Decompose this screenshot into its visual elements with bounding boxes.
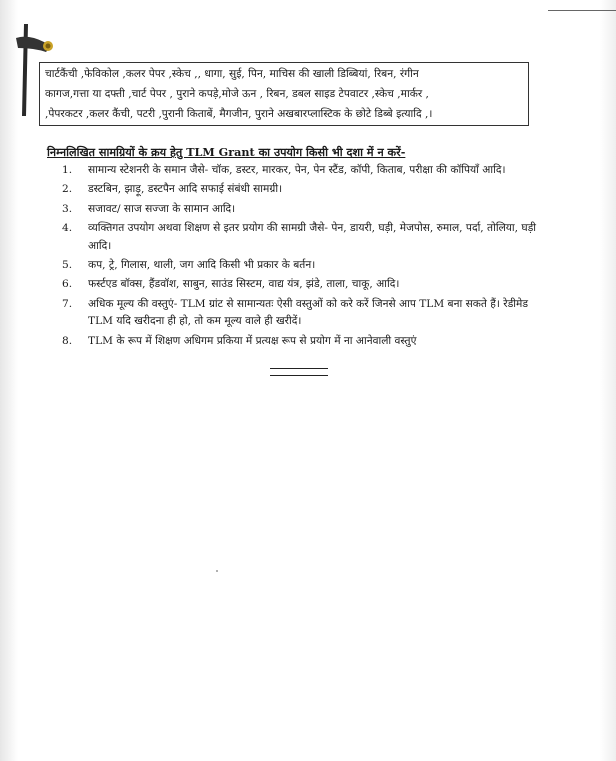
item-number: 3. xyxy=(62,202,73,215)
item-number: 4. xyxy=(62,222,73,235)
item-number: 5. xyxy=(62,259,73,272)
section-heading: निम्नलिखित सामग्रियों के क्रय हेतु TLM Grant का उपयोग किसी भी दशा में न करें- xyxy=(47,145,406,159)
item-text: सजावट/ साज सज्जा के सामान आदि। xyxy=(88,202,236,215)
item-text: डस्टबिन, झाड़ू, डस्टपैन आदि सफाई संबंधी सामग्री। xyxy=(88,183,283,196)
item-number: 7. xyxy=(62,297,73,310)
item-number: 8. xyxy=(62,334,73,347)
list-item xyxy=(62,333,546,350)
list-item xyxy=(62,257,546,274)
top-edge-line xyxy=(548,10,616,11)
stationery-box xyxy=(39,62,529,126)
end-divider-line xyxy=(270,375,328,376)
list-item xyxy=(62,181,546,198)
box-line: चार्टकैंची ,फेविकोल ,कलर पेपर ,स्केच ,, धागा, सुई, पिन, माचिस की खाली डिब्बियां, रिबन, रंगीन xyxy=(45,68,419,80)
box-line: ,पेपरकटर ,कलर कैंची, पटरी ,पुरानी किताबें, मैगजीन, पुराने अखबारप्लास्टिक के छोटे डिब्बे इत्यादि ,। xyxy=(45,108,433,120)
list-item xyxy=(62,296,546,331)
item-number: 2. xyxy=(62,183,73,196)
item-text: कप, ट्रे, गिलास, थाली, जग आदि किसी भी प्रकार के बर्तन। xyxy=(88,259,316,272)
list-item xyxy=(62,220,546,255)
end-divider-line xyxy=(270,368,328,369)
item-text: फर्स्टएड बॉक्स, हैंडवॉश, साबुन, साउंड सिस्टम, वाद्य यंत्र, झंडे, ताला, चाकू, आदि। xyxy=(88,278,400,291)
list-item xyxy=(62,162,546,179)
item-number: 1. xyxy=(62,164,73,176)
item-text: सामान्य स्टेशनरी के समान जैसे- चॉक, डस्टर, मारकर, पेन, पेन स्टैंड, कॉपी, किताब, परीक्षा की कॉपियाँ आदि। xyxy=(88,164,506,176)
item-text: TLM के रूप में शिक्षण अधिगम प्रकिया में प्रत्यक्ष रूप से प्रयोग में ना आनेवाली वस्तुएं xyxy=(88,334,417,347)
box-line: कागज,गत्ता या दफ्ती ,चार्ट पेपर , पुराने कपड़े,मोजे ऊन , रिबन, डबल साइड टेपवाटर ,स्केच ,मार्कर , xyxy=(45,88,429,100)
item-text: व्यक्तिगत उपयोग अथवा शिक्षण से इतर प्रयोग की सामग्री जैसे- पेन, डायरी, घड़ी, मेजपोस, रुमाल, पर्दा, तोलिया, घड़ी आदि। xyxy=(88,222,537,252)
list-item xyxy=(62,201,546,218)
scan-speck xyxy=(216,570,218,572)
item-number: 6. xyxy=(62,278,73,291)
list-item xyxy=(62,276,546,293)
item-text: अधिक मूल्य की वस्तुएं- TLM ग्रांट से सामान्यतः ऐसी वस्तुओं को करे करें जिनसे आप TLM बना सकते हैं। रेडीमेड TLM यदि खरीदना ही हो, तो कम मूल्य वाले ही खरीदें। xyxy=(88,297,529,328)
prohibited-items-list xyxy=(62,162,546,352)
